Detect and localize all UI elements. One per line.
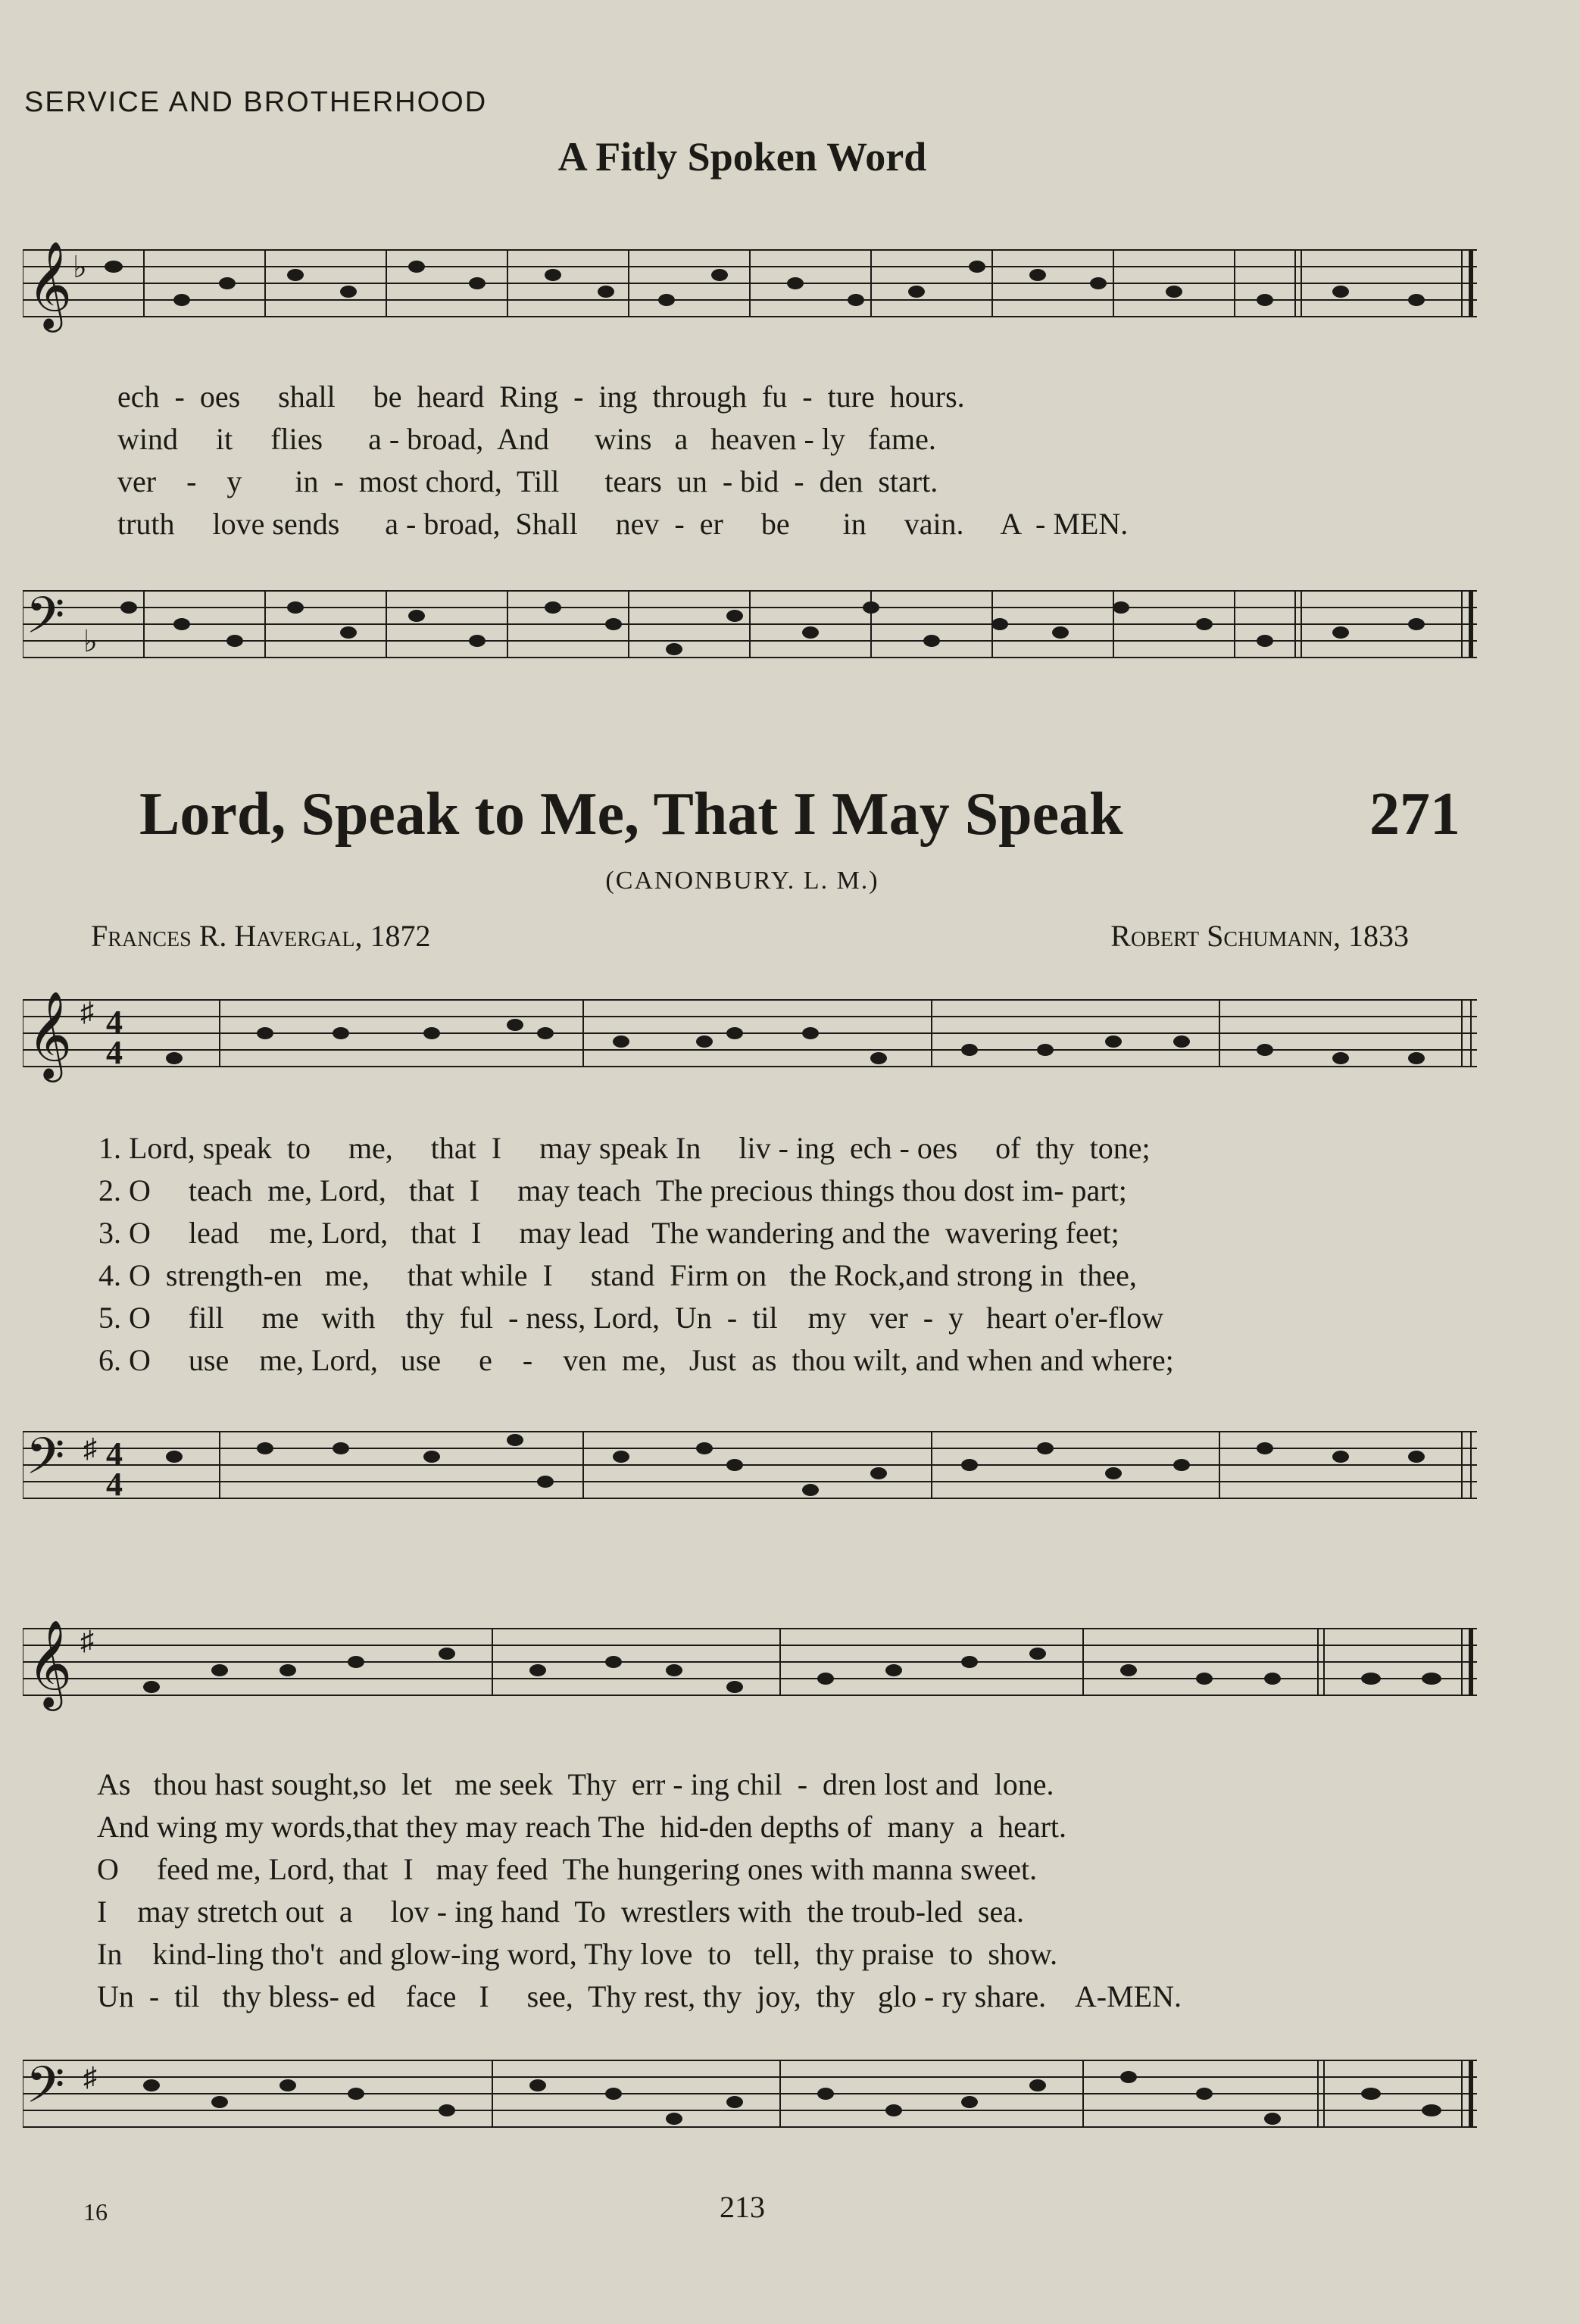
hymn2-verse-5-line-2: In kind-ling tho't and glow-ing word, Thy love to tell, thy praise to show. <box>97 1937 1058 1971</box>
svg-text:4: 4 <box>106 1435 123 1473</box>
svg-text:𝄢: 𝄢 <box>26 586 65 657</box>
hymn1-verse-2: wind it flies a - broad, And wins a heaven - ly fame. <box>117 422 936 456</box>
tune-name: (CANONBURY. L. M.) <box>605 867 879 895</box>
svg-text:4: 4 <box>106 1034 123 1071</box>
hymn2-verse-1-line-1: 1. Lord, speak to me, that I may speak In liv - ing ech - oes of thy tone; <box>98 1131 1151 1165</box>
hymn2-system1-treble-staff <box>23 977 1477 1136</box>
hymn2-verse-5-line-1: 5. O fill me with thy ful - ness, Lord, Un - til my ver - y heart o'er-flow <box>98 1301 1164 1335</box>
hymn2-verse-6-line-2: Un - til thy bless- ed face I see, Thy rest, thy joy, thy glo - ry share. A-MEN. <box>97 1979 1182 2013</box>
hymn1-bass-staff <box>23 561 1477 712</box>
hymn1-title: A Fitly Spoken Word <box>557 134 927 180</box>
composer-credit: Robert Schumann, 1833 <box>1110 919 1409 953</box>
hymn1-verse-3: ver - y in - most chord, Till tears un - bid - den start. <box>117 464 938 498</box>
hymn2-title: Lord, Speak to Me, That I May Speak <box>139 781 1123 848</box>
hymn2-verse-4-line-1: 4. O strength-en me, that while I stand Firm on the Rock,and strong in thee, <box>98 1258 1137 1292</box>
hymn2-number: 271 <box>1369 781 1460 848</box>
svg-text:4: 4 <box>106 1004 123 1041</box>
hymn2-verse-1-line-2: As thou hast sought,so let me seek Thy err - ing chil - dren lost and lone. <box>97 1767 1054 1801</box>
svg-text:𝄢: 𝄢 <box>26 1427 65 1498</box>
hymn1-treble-staff <box>23 227 1477 371</box>
hymn1-verse-1: ech - oes shall be heard Ring - ing through fu - ture hours. <box>117 380 965 414</box>
hymn2-system2-bass-staff <box>23 2030 1477 2182</box>
svg-text:♯: ♯ <box>83 2062 97 2092</box>
hymn2-system2-treble-staff <box>23 1606 1477 1765</box>
svg-text:♯: ♯ <box>80 1626 94 1656</box>
page-number: 213 <box>720 2190 765 2224</box>
hymn2-verse-2-line-2: And wing my words,that they may reach The hid-den depths of many a heart. <box>97 1810 1067 1844</box>
svg-text:4: 4 <box>106 1466 123 1503</box>
svg-text:♭: ♭ <box>73 250 87 284</box>
hymn2-verse-2-line-1: 2. O teach me, Lord, that I may teach The precious things thou dost im- part; <box>98 1173 1127 1207</box>
svg-text:𝄞: 𝄞 <box>27 240 73 329</box>
hymn1-verse-4: truth love sends a - broad, Shall nev - er be in vain. A - MEN. <box>117 507 1129 541</box>
hymn2-system1-bass-staff <box>23 1401 1477 1553</box>
svg-text:♯: ♯ <box>83 1433 97 1463</box>
hymn2-verse-4-line-2: I may stretch out a lov - ing hand To wrestlers with the troub-led sea. <box>97 1894 1024 1929</box>
svg-text:♭: ♭ <box>83 624 98 658</box>
author-credit: Frances R. Havergal, 1872 <box>91 919 431 953</box>
svg-text:𝄢: 𝄢 <box>26 2056 65 2126</box>
section-header: SERVICE AND BROTHERHOOD <box>24 86 488 118</box>
svg-text:𝄞: 𝄞 <box>27 990 73 1079</box>
hymn2-verse-6-line-1: 6. O use me, Lord, use e - ven me, Just as thou wilt, and when and where; <box>98 1343 1174 1377</box>
svg-text:♯: ♯ <box>80 997 94 1027</box>
svg-text:𝄞: 𝄞 <box>27 1619 73 1707</box>
signature-mark: 16 <box>83 2198 108 2226</box>
hymn2-verse-3-line-1: 3. O lead me, Lord, that I may lead The wandering and the wavering feet; <box>98 1216 1119 1250</box>
hymn2-verse-3-line-2: O feed me, Lord, that I may feed The hungering ones with manna sweet. <box>97 1852 1038 1886</box>
